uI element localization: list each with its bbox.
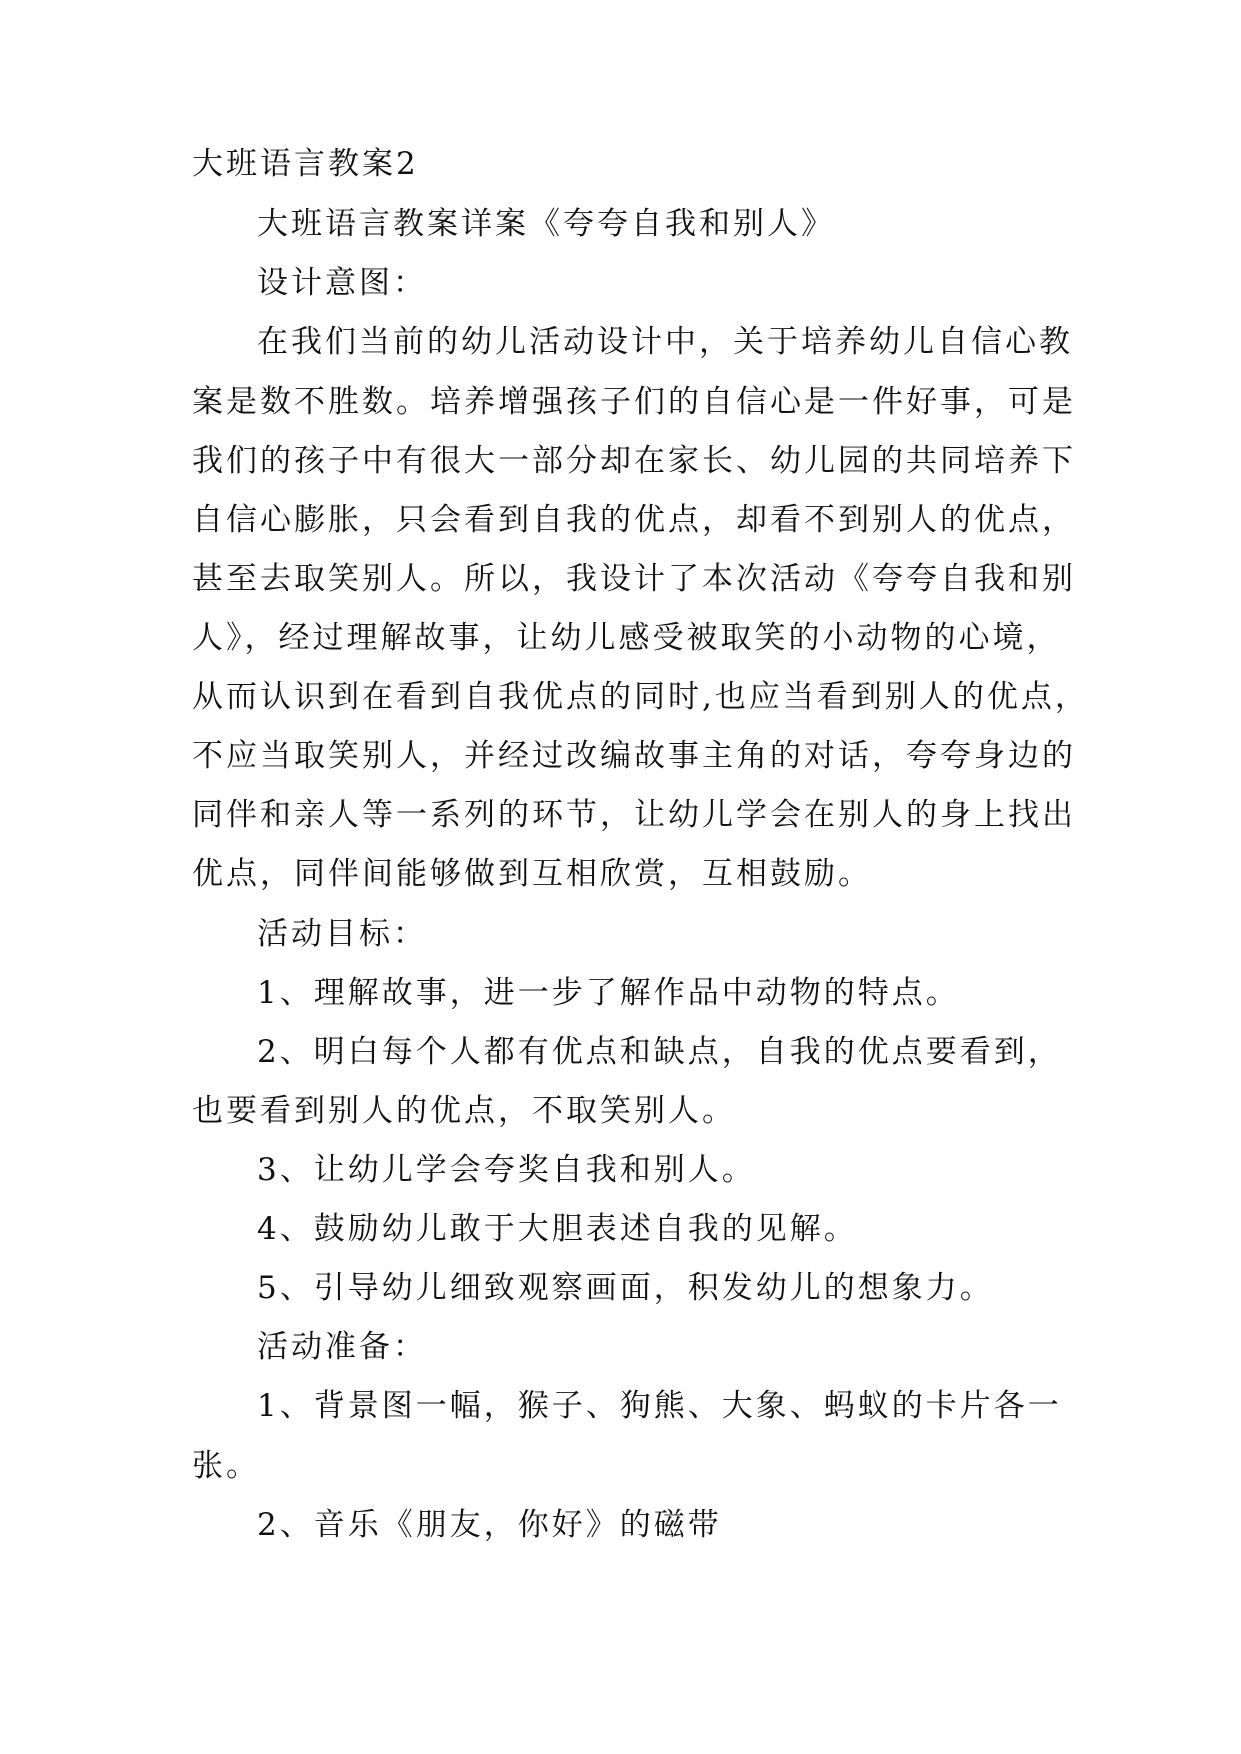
paragraph-line: 不应当取笑别人，并经过改编故事主角的对话，夸夸身边的 xyxy=(192,738,1076,774)
lesson-title: 大班语言教案详案《夸夸自我和别人》 xyxy=(257,206,835,242)
list-item-continuation: 张。 xyxy=(192,1448,260,1484)
paragraph-line: 优点，同伴间能够做到互相欣赏，互相鼓励。 xyxy=(192,856,872,892)
list-item: 3、让幼儿学会夸奖自我和别人。 xyxy=(257,1152,756,1188)
section-heading-preparation: 活动准备： xyxy=(257,1329,427,1365)
paragraph-line: 在我们当前的幼儿活动设计中，关于培养幼儿自信心教 xyxy=(257,324,1073,360)
list-item: 5、引导幼儿细致观察画面，积发幼儿的想象力。 xyxy=(257,1270,994,1306)
section-heading-goals: 活动目标： xyxy=(257,916,427,952)
list-item: 2、明白每个人都有优点和缺点，自我的优点要看到， xyxy=(257,1034,1062,1070)
paragraph-line: 自信心膨胀，只会看到自我的优点，却看不到别人的优点， xyxy=(192,502,1076,538)
paragraph-line: 同伴和亲人等一系列的环节，让幼儿学会在别人的身上找出 xyxy=(192,797,1076,833)
paragraph-line: 甚至去取笑别人。所以，我设计了本次活动《夸夸自我和别 xyxy=(192,561,1076,597)
document-heading: 大班语言教案2 xyxy=(192,146,419,182)
list-item: 2、音乐《朋友，你好》的磁带 xyxy=(257,1507,722,1543)
paragraph-line: 我们的孩子中有很大一部分却在家长、幼儿园的共同培养下 xyxy=(192,443,1076,479)
list-item: 4、鼓励幼儿敢于大胆表述自我的见解。 xyxy=(257,1211,858,1247)
paragraph-line: 案是数不胜数。培养增强孩子们的自信心是一件好事，可是 xyxy=(192,384,1076,420)
section-heading-design-intent: 设计意图： xyxy=(257,265,427,301)
list-item: 1、理解故事，进一步了解作品中动物的特点。 xyxy=(257,975,960,1011)
paragraph-line: 从而认识到在看到自我优点的同时,也应当看到别人的优点， xyxy=(192,679,1089,715)
list-item: 1、背景图一幅，猴子、狗熊、大象、蚂蚁的卡片各一 xyxy=(257,1388,1062,1424)
paragraph-line: 人》，经过理解故事，让幼儿感受被取笑的小动物的心境， xyxy=(192,620,1061,656)
list-item-continuation: 也要看到别人的优点，不取笑别人。 xyxy=(192,1093,736,1129)
